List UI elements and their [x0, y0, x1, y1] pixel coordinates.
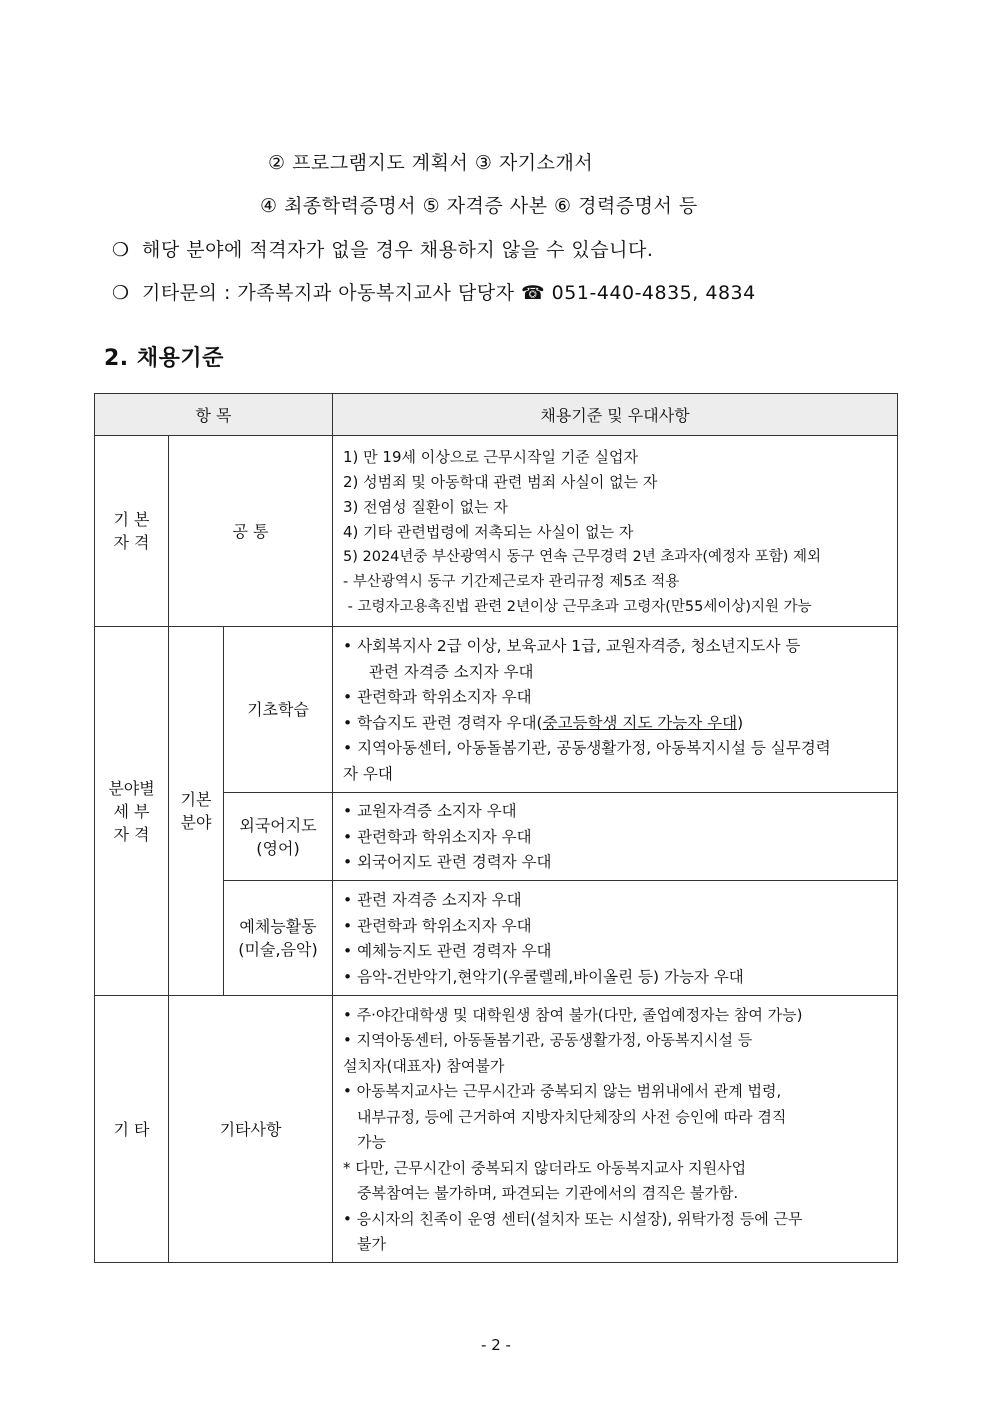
page-number: - 2 - — [481, 1336, 511, 1354]
list-item: • 관련학과 학위소지자 우대 — [343, 688, 532, 706]
list-item: 불가 — [357, 1235, 386, 1253]
list-item: • 관련학과 학위소지자 우대 — [343, 827, 532, 846]
basic-category — [95, 436, 169, 627]
list-item: • 음악-건반악기,현악기(우쿨렐레,바이올린 등) 가능자 우대 — [343, 967, 744, 986]
category-line: 자 격 — [113, 824, 150, 844]
list-item: • 응시자의 친족이 운영 센터(설치자 또는 시설장), 위탁가정 등에 근무 — [343, 1209, 803, 1228]
etc-sub: 기타사항 — [169, 996, 333, 1263]
language-name — [224, 793, 333, 881]
notice-text: 기타문의 : 가족복지과 아동복지교사 담당자 ☎ 051-440-4835, 4834 — [142, 282, 756, 304]
learning-suffix: ) — [737, 713, 744, 732]
list-item: 내부규정, 등에 근거하여 지방자치단체장의 사전 승인에 따라 겸직 — [357, 1107, 787, 1126]
list-item: 자 우대 — [343, 764, 393, 783]
circle-bullet-icon: ❍ — [112, 239, 130, 261]
list-item: • 지역아동센터, 아동돌봄기관, 공동생활가정, 아동복지시설 등 — [343, 1031, 753, 1049]
list-item: • 외국어지도 관련 경력자 우대 — [343, 853, 552, 872]
list-item: 관련 자격증 소지자 우대 — [369, 662, 534, 681]
learning-prefix: • 학습지도 관련 경력자 우대( — [343, 713, 543, 732]
list-item: • 주·야간대학생 및 대학원생 참여 불가(다만, 졸업예정자는 참여 가능) — [343, 1005, 803, 1024]
list-item: • 아동복지교사는 근무시간과 중복되지 않는 범위내에서 관계 법령, — [343, 1082, 782, 1100]
table-row-learning — [95, 627, 898, 793]
list-item: 2) 성범죄 및 아동학대 관련 범죄 사실이 없는 자 — [343, 472, 658, 491]
language-items — [333, 793, 898, 881]
list-item: • 예체능지도 관련 경력자 우대 — [343, 942, 552, 960]
field-name: 외국어지도 — [239, 815, 317, 835]
field-name: 기초학습 — [247, 700, 309, 719]
documents-line-1: ② 프로그램지도 계획서 ③ 자기소개서 — [268, 152, 594, 174]
field-name: 예체능활동 — [239, 917, 317, 936]
notice-contact — [112, 278, 756, 305]
list-item: • 관련학과 학위소지자 우대 — [343, 916, 532, 935]
basic-sub: 공 통 — [169, 436, 333, 627]
table-header-row — [95, 394, 898, 436]
list-item: 3) 전염성 질환이 없는 자 — [343, 497, 508, 516]
learning-items — [333, 627, 898, 793]
list-item: • 교원자격증 소지자 우대 — [343, 802, 517, 821]
notice-text: 해당 분야에 적격자가 없을 경우 채용하지 않을 수 있습니다. — [142, 239, 654, 261]
list-item: * 다만, 근무시간이 중복되지 않더라도 아동복지교사 지원사업 — [343, 1158, 747, 1177]
list-item — [343, 711, 889, 737]
category-line: 세 부 — [113, 801, 150, 821]
list-item: • 지역아동센터, 아동돌봄기관, 공동생활가정, 아동복지시설 등 실무경력 — [343, 739, 831, 757]
category-line: 자 격 — [113, 533, 150, 552]
field-line: 분야 — [180, 813, 212, 832]
list-item: 4) 기타 관련법령에 저촉되는 사실이 없는 자 — [343, 522, 634, 541]
list-item: 설치자(대표자) 참여불가 — [343, 1056, 505, 1075]
criteria-table — [94, 393, 898, 1263]
arts-name — [224, 881, 333, 996]
etc-items — [333, 996, 898, 1263]
list-item: • 관련 자격증 소지자 우대 — [343, 891, 522, 909]
header-item: 항 목 — [95, 394, 333, 436]
field-line: 기본 — [180, 790, 212, 809]
table-row-etc — [95, 996, 898, 1263]
learning-name — [224, 627, 333, 793]
arts-items — [333, 881, 898, 996]
section-title: 2. 채용기준 — [104, 346, 224, 371]
list-item: 가능 — [357, 1133, 386, 1151]
list-item: - 고령자고용촉진법 관련 2년이상 근무초과 고령자(만55세이상)지원 가능 — [343, 598, 812, 615]
category-line: 분야별 — [108, 778, 155, 798]
etc-category: 기 타 — [95, 996, 169, 1263]
list-item: - 부산광역시 동구 기간제근로자 관리규정 제5조 적용 — [343, 573, 680, 590]
list-item: • 사회복지사 2급 이상, 보육교사 1급, 교원자격증, 청소년지도사 등 — [343, 637, 801, 655]
detail-category — [95, 627, 169, 996]
list-item: 중복참여는 불가하며, 파견되는 기관에서의 겸직은 불가함. — [357, 1184, 739, 1202]
header-criteria: 채용기준 및 우대사항 — [333, 394, 898, 436]
detail-field — [169, 627, 224, 996]
circle-bullet-icon: ❍ — [112, 282, 130, 304]
learning-underlined: 중고등학생 지도 가능자 우대 — [542, 713, 738, 732]
category-line: 기 본 — [113, 510, 150, 529]
field-name: (영어) — [256, 838, 300, 858]
documents-line-2: ④ 최종학력증명서 ⑤ 자격증 사본 ⑥ 경력증명서 등 — [260, 195, 698, 217]
notice-no-candidate — [112, 235, 653, 262]
field-name: (미술,음악) — [238, 940, 318, 959]
list-item: 5) 2024년중 부산광역시 동구 연속 근무경력 2년 초과자(예정자 포함) 제외 — [343, 548, 821, 565]
table-row-basic — [95, 436, 898, 627]
basic-items — [333, 436, 898, 627]
list-item: 1) 만 19세 이상으로 근무시작일 기준 실업자 — [343, 447, 638, 466]
